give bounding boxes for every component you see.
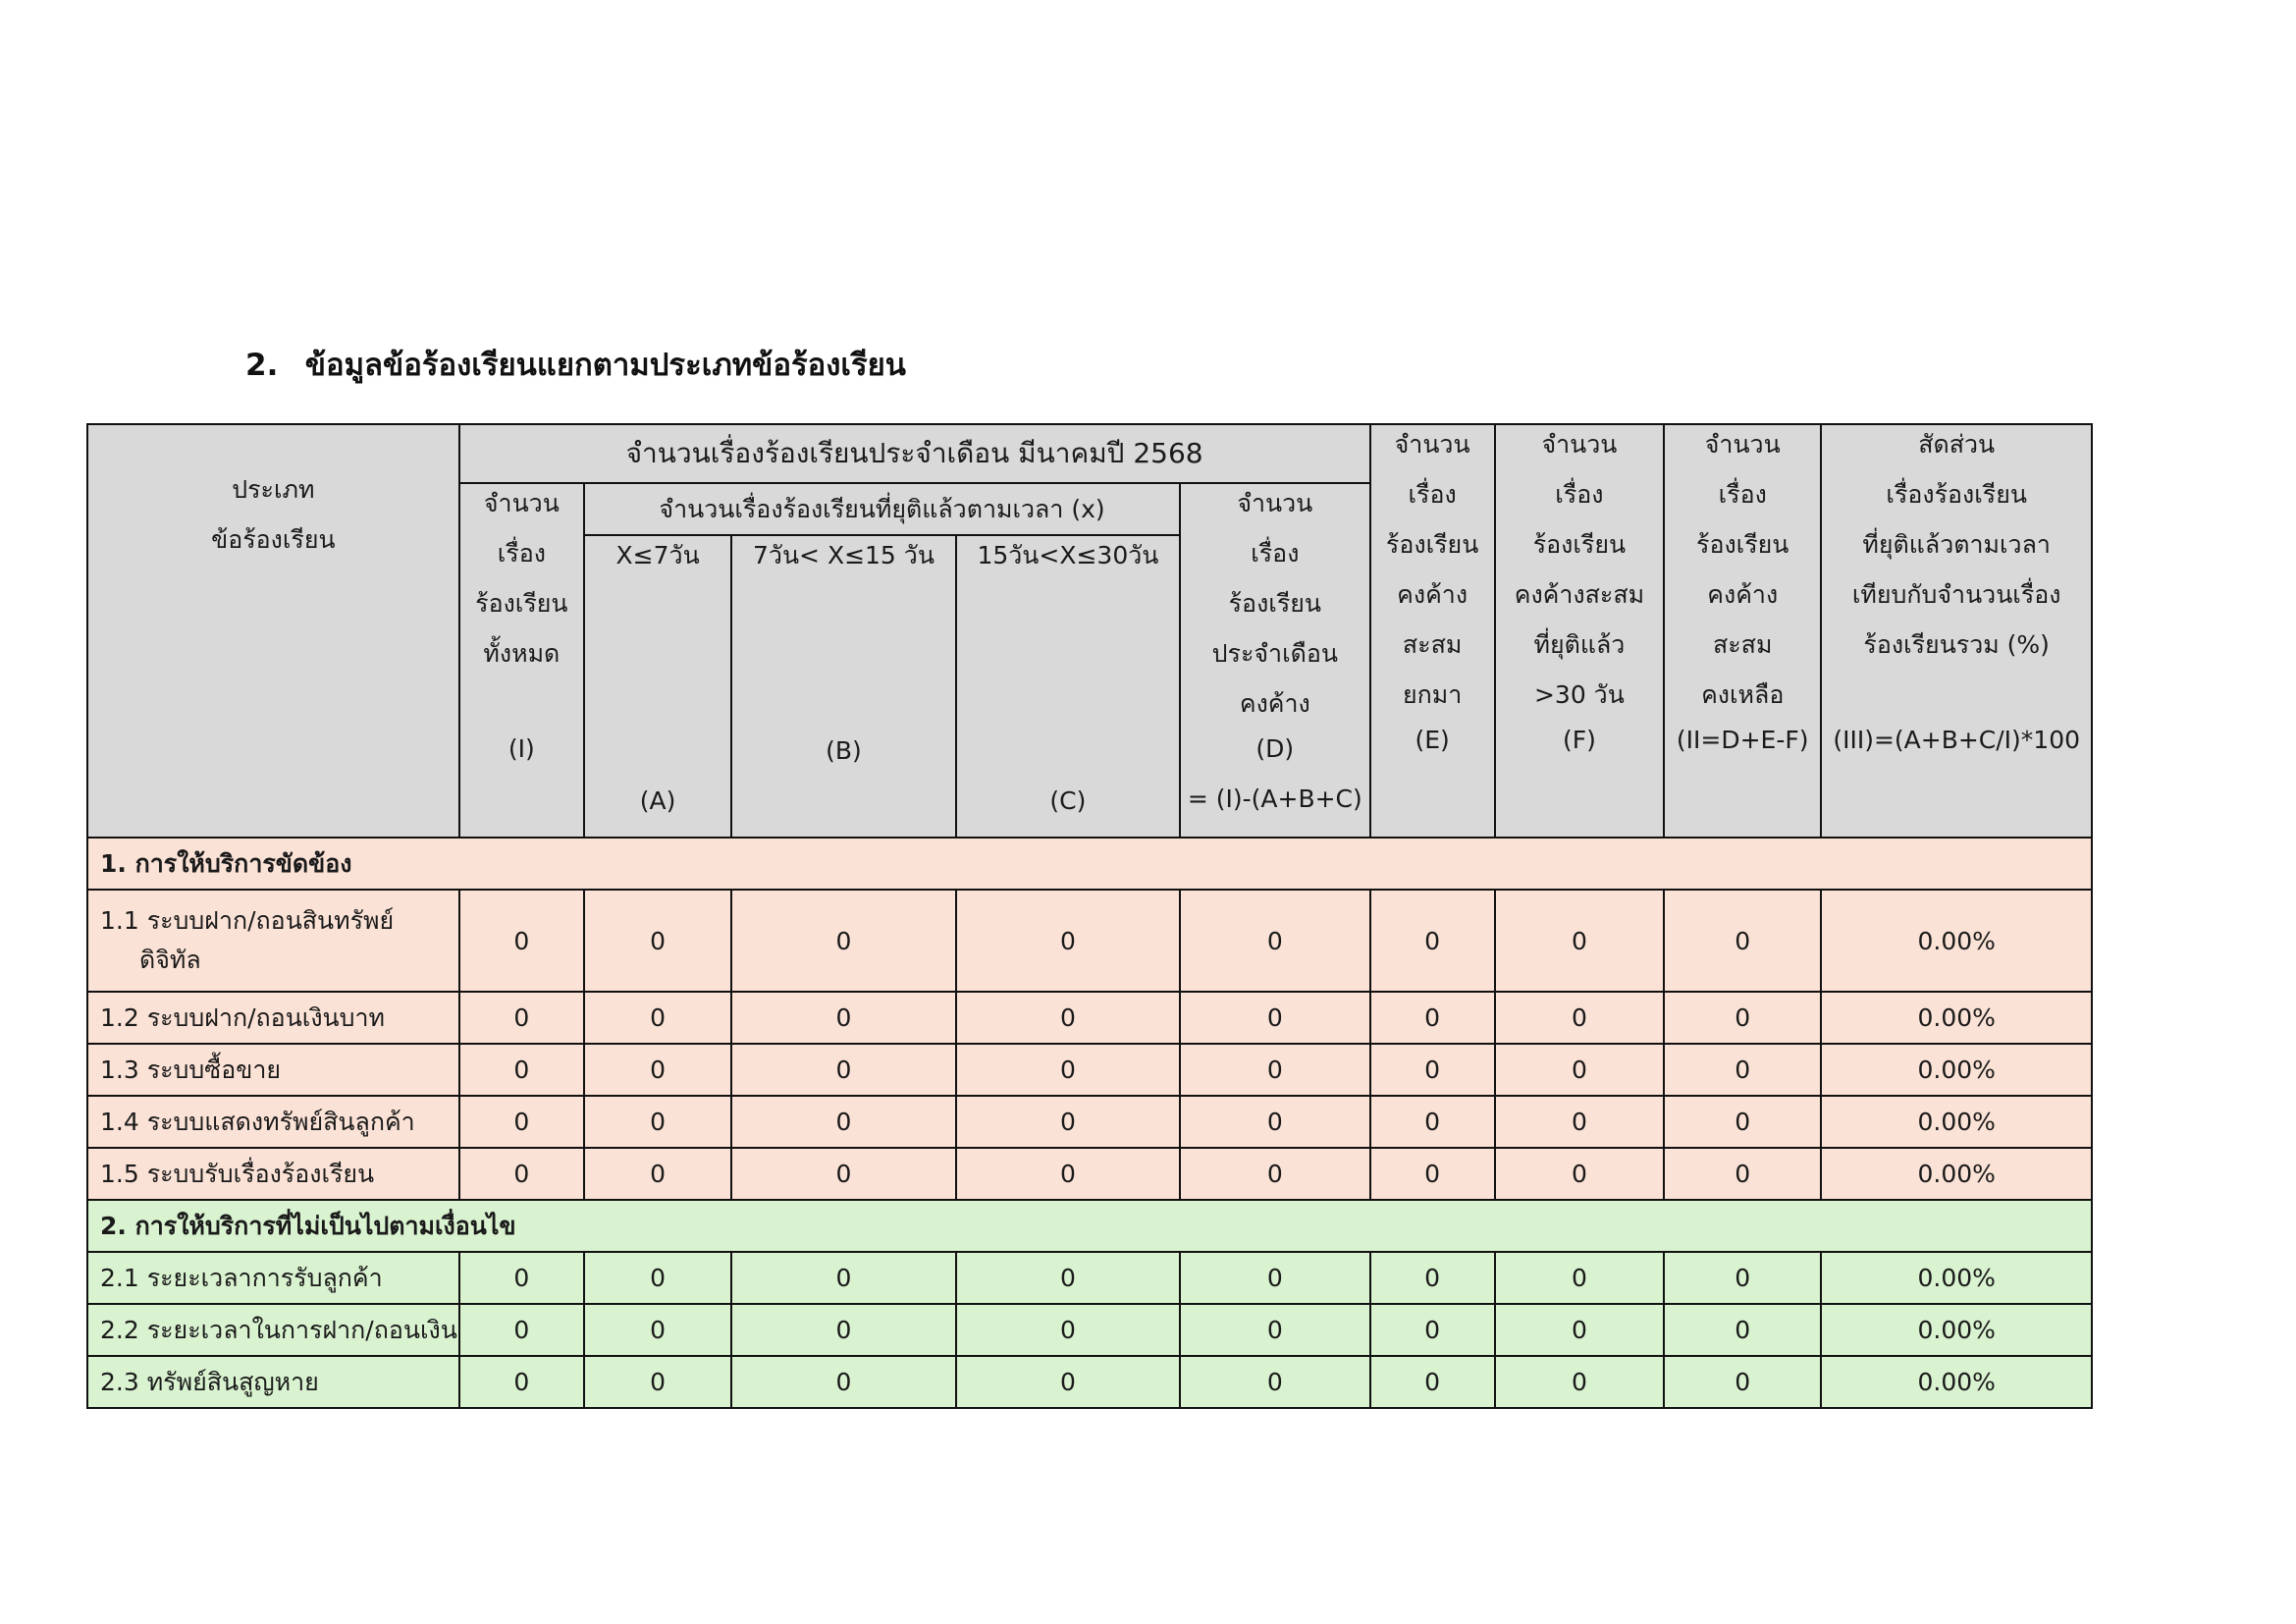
row-name-line: 2.1 ระยะเวลาการรับลูกค้า bbox=[100, 1263, 383, 1292]
table-cell: 0 bbox=[584, 890, 731, 992]
row-name bbox=[87, 992, 459, 1044]
table-cell: 0 bbox=[1664, 992, 1821, 1044]
header-line bbox=[466, 684, 577, 734]
table-row bbox=[87, 1356, 2092, 1408]
header-line: ร้องเรียน bbox=[1385, 530, 1479, 559]
table-cell: 0 bbox=[459, 1044, 584, 1096]
category-row bbox=[87, 838, 2092, 890]
header-spacer bbox=[591, 686, 724, 736]
header-col-f bbox=[1495, 424, 1664, 838]
table-cell: 0.00% bbox=[1821, 1252, 2092, 1304]
header-range: X≤7วัน bbox=[615, 541, 700, 569]
table-row bbox=[87, 1148, 2092, 1200]
table-cell: 0 bbox=[1180, 1304, 1369, 1356]
header-line: ที่ยุติแล้ว bbox=[1533, 630, 1626, 659]
table-cell: 0 bbox=[1664, 1044, 1821, 1096]
header-line: เรื่อง bbox=[1555, 480, 1604, 509]
header-line: เทียบกับจำนวนเรื่อง bbox=[1851, 580, 2061, 609]
header-line: คงค้างสะสม bbox=[1514, 580, 1645, 609]
table-cell: 0 bbox=[1664, 1252, 1821, 1304]
table-cell: 0 bbox=[731, 890, 955, 992]
table-cell: 0 bbox=[731, 1304, 955, 1356]
table-cell: 0 bbox=[956, 1356, 1180, 1408]
header-line: >30 วัน bbox=[1533, 680, 1625, 709]
header-spacer bbox=[963, 636, 1173, 686]
category-title: 1. การให้บริการขัดข้อง bbox=[87, 838, 2092, 890]
table-cell: 0 bbox=[1370, 1044, 1495, 1096]
table-cell: 0 bbox=[459, 1304, 584, 1356]
header-resolved-group: จำนวนเรื่องร้องเรียนที่ยุติแล้วตามเวลา (x) bbox=[584, 483, 1180, 535]
header-code: (A) bbox=[639, 786, 676, 815]
table-cell: 0 bbox=[1180, 890, 1369, 992]
table-cell: 0 bbox=[1495, 1304, 1664, 1356]
header-line: เรื่อง bbox=[1408, 480, 1457, 509]
header-line: (F) bbox=[1562, 726, 1596, 754]
table-cell: 0 bbox=[731, 1044, 955, 1096]
header-line: เรื่อง bbox=[1251, 539, 1300, 568]
table-cell: 0 bbox=[584, 1096, 731, 1148]
header-line: สะสม bbox=[1713, 630, 1773, 659]
table-cell: 0 bbox=[1664, 1356, 1821, 1408]
header-type bbox=[87, 424, 459, 838]
header-line: (D) bbox=[1255, 734, 1295, 763]
header-line: จำนวน bbox=[483, 489, 560, 517]
table-cell: 0 bbox=[1180, 1148, 1369, 1200]
table-cell: 0 bbox=[584, 992, 731, 1044]
table-cell: 0 bbox=[1495, 890, 1664, 992]
header-line: เรื่อง bbox=[1718, 480, 1767, 509]
header-col-b bbox=[731, 535, 955, 838]
header-code: (C) bbox=[1049, 786, 1087, 815]
table-cell: 0 bbox=[956, 1304, 1180, 1356]
table-cell: 0.00% bbox=[1821, 1044, 2092, 1096]
table-cell: 0.00% bbox=[1821, 1096, 2092, 1148]
header-line: สะสม bbox=[1402, 630, 1463, 659]
header-line: จำนวน bbox=[1237, 489, 1313, 517]
table-cell: 0 bbox=[1370, 1356, 1495, 1408]
row-name-line: 2.3 ทรัพย์สินสูญหาย bbox=[100, 1367, 319, 1396]
header-line: เรื่อง bbox=[497, 539, 546, 568]
header-range: 15วัน<X≤30วัน bbox=[977, 541, 1159, 569]
row-name bbox=[87, 1096, 459, 1148]
table-cell: 0 bbox=[1495, 1252, 1664, 1304]
table-cell: 0 bbox=[459, 890, 584, 992]
table-cell: 0.00% bbox=[1821, 1148, 2092, 1200]
table-cell: 0 bbox=[956, 1148, 1180, 1200]
header-col-ii bbox=[1664, 424, 1821, 838]
header-line: คงเหลือ bbox=[1701, 680, 1785, 709]
table-cell: 0 bbox=[1370, 890, 1495, 992]
header-line: = (I)-(A+B+C) bbox=[1187, 785, 1362, 813]
table-cell: 0 bbox=[1664, 890, 1821, 992]
table-cell: 0 bbox=[1495, 1148, 1664, 1200]
table-cell: 0 bbox=[1370, 1304, 1495, 1356]
table-cell: 0 bbox=[1664, 1096, 1821, 1148]
row-name-line: 1.2 ระบบฝาก/ถอนเงินบาท bbox=[100, 1002, 386, 1032]
table-cell: 0 bbox=[459, 1356, 584, 1408]
header-spacer bbox=[738, 636, 948, 686]
header-col-d bbox=[1180, 483, 1369, 838]
header-col-total bbox=[459, 483, 584, 838]
header-line: (II=D+E-F) bbox=[1676, 726, 1809, 754]
header-line: จำนวน bbox=[1704, 430, 1781, 459]
table-cell: 0 bbox=[459, 1096, 584, 1148]
header-line: จำนวน bbox=[1394, 430, 1470, 459]
table-row bbox=[87, 1044, 2092, 1096]
table-cell: 0 bbox=[956, 1044, 1180, 1096]
header-line: คงค้าง bbox=[1707, 580, 1779, 609]
header-line: ร้องเรียน bbox=[1696, 530, 1789, 559]
table-cell: 0 bbox=[956, 1252, 1180, 1304]
table-cell: 0 bbox=[584, 1044, 731, 1096]
header-line: คงค้าง bbox=[1397, 580, 1468, 609]
table-cell: 0 bbox=[1664, 1148, 1821, 1200]
table-cell: 0 bbox=[1180, 992, 1369, 1044]
row-name bbox=[87, 1252, 459, 1304]
header-line bbox=[1828, 676, 2085, 726]
table-cell: 0 bbox=[584, 1148, 731, 1200]
table-cell: 0 bbox=[1370, 1148, 1495, 1200]
row-name-line: 1.1 ระบบฝาก/ถอนสินทรัพย์ bbox=[100, 906, 395, 935]
table-cell: 0.00% bbox=[1821, 1304, 2092, 1356]
header-line: (I) bbox=[507, 734, 535, 763]
header-code: (B) bbox=[826, 736, 862, 765]
header-line: ร้องเรียน bbox=[1228, 589, 1321, 618]
table-cell: 0 bbox=[1370, 1252, 1495, 1304]
table-cell: 0 bbox=[584, 1304, 731, 1356]
header-line: ร้องเรียน bbox=[475, 589, 568, 618]
header-spacer bbox=[591, 586, 724, 636]
table-cell: 0 bbox=[459, 1252, 584, 1304]
table-cell: 0 bbox=[956, 890, 1180, 992]
row-name-line: 2.2 ระยะเวลาในการฝาก/ถอนเงิน bbox=[100, 1315, 457, 1344]
table-cell: 0.00% bbox=[1821, 992, 2092, 1044]
table-cell: 0 bbox=[1370, 1096, 1495, 1148]
header-spacer bbox=[591, 636, 724, 686]
row-name-line: 1.5 ระบบรับเรื่องร้องเรียน bbox=[100, 1159, 375, 1188]
table-cell: 0 bbox=[956, 992, 1180, 1044]
header-spacer bbox=[963, 736, 1173, 786]
complaints-table bbox=[86, 423, 2093, 1409]
header-month-group: จำนวนเรื่องร้องเรียนประจำเดือน มีนาคมปี 2568 bbox=[459, 424, 1370, 483]
table-cell: 0 bbox=[1180, 1044, 1369, 1096]
header-line: เรื่องร้องเรียน bbox=[1886, 480, 2027, 509]
table-cell: 0 bbox=[1180, 1096, 1369, 1148]
table-cell: 0 bbox=[1495, 992, 1664, 1044]
header-line: คงค้าง bbox=[1239, 689, 1310, 718]
row-name-line: 1.4 ระบบแสดงทรัพย์สินลูกค้า bbox=[100, 1107, 415, 1136]
table-cell: 0 bbox=[584, 1252, 731, 1304]
table-row bbox=[87, 1304, 2092, 1356]
section-heading: ข้อมูลข้อร้องเรียนแยกตามประเภทข้อร้องเรียน bbox=[304, 348, 907, 383]
header-line: ร้องเรียนรวม (%) bbox=[1863, 630, 2050, 659]
table-cell: 0 bbox=[731, 1356, 955, 1408]
table-cell: 0 bbox=[731, 1148, 955, 1200]
header-line: ทั้งหมด bbox=[483, 639, 561, 668]
table-cell: 0 bbox=[1370, 992, 1495, 1044]
row-name bbox=[87, 1304, 459, 1356]
header-col-a bbox=[584, 535, 731, 838]
row-name bbox=[87, 1148, 459, 1200]
header-line: ประจำเดือน bbox=[1211, 639, 1338, 668]
header-line: ที่ยุติแล้วตามเวลา bbox=[1862, 530, 2051, 559]
table-cell: 0 bbox=[1495, 1044, 1664, 1096]
header-line: สัดส่วน bbox=[1918, 430, 1996, 459]
table-cell: 0 bbox=[1180, 1252, 1369, 1304]
header-line: ประเภท bbox=[232, 475, 315, 504]
category-row bbox=[87, 1200, 2092, 1252]
table-cell: 0.00% bbox=[1821, 890, 2092, 992]
table-cell: 0 bbox=[459, 992, 584, 1044]
section-title bbox=[245, 340, 906, 389]
table-row bbox=[87, 992, 2092, 1044]
table-row bbox=[87, 1252, 2092, 1304]
header-spacer bbox=[963, 686, 1173, 736]
header-line: ยกมา bbox=[1402, 680, 1463, 709]
table-cell: 0 bbox=[731, 1096, 955, 1148]
table-cell: 0 bbox=[956, 1096, 1180, 1148]
row-name bbox=[87, 1044, 459, 1096]
header-line: (III)=(A+B+C/I)*100 bbox=[1833, 726, 2081, 754]
row-name bbox=[87, 1356, 459, 1408]
table-cell: 0 bbox=[731, 1252, 955, 1304]
row-name-line: ดิจิทัล bbox=[139, 946, 201, 974]
header-line: (E) bbox=[1415, 726, 1450, 754]
category-title: 2. การให้บริการที่ไม่เป็นไปตามเงื่อนไข bbox=[87, 1200, 2092, 1252]
row-name bbox=[87, 890, 459, 992]
table-cell: 0 bbox=[1495, 1356, 1664, 1408]
section-number: 2. bbox=[245, 348, 279, 383]
header-spacer bbox=[591, 736, 724, 786]
table-cell: 0 bbox=[459, 1148, 584, 1200]
header-col-c bbox=[956, 535, 1180, 838]
table-cell: 0 bbox=[731, 992, 955, 1044]
header-col-iii bbox=[1821, 424, 2092, 838]
table-cell: 0.00% bbox=[1821, 1356, 2092, 1408]
header-spacer bbox=[738, 686, 948, 736]
table-row bbox=[87, 1096, 2092, 1148]
header-line: ร้องเรียน bbox=[1532, 530, 1627, 559]
table-cell: 0 bbox=[1495, 1096, 1664, 1148]
table-cell: 0 bbox=[1664, 1304, 1821, 1356]
table-cell: 0 bbox=[1180, 1356, 1369, 1408]
header-range: 7วัน< X≤15 วัน bbox=[753, 541, 934, 569]
table-cell: 0 bbox=[584, 1356, 731, 1408]
header-row bbox=[87, 424, 2092, 483]
row-name-line: 1.3 ระบบซื้อขาย bbox=[100, 1055, 282, 1084]
header-col-e bbox=[1370, 424, 1495, 838]
table-row bbox=[87, 890, 2092, 992]
header-line: จำนวน bbox=[1541, 430, 1618, 459]
header-line: ข้อร้องเรียน bbox=[211, 525, 336, 554]
header-spacer bbox=[738, 586, 948, 636]
header-spacer bbox=[963, 586, 1173, 636]
